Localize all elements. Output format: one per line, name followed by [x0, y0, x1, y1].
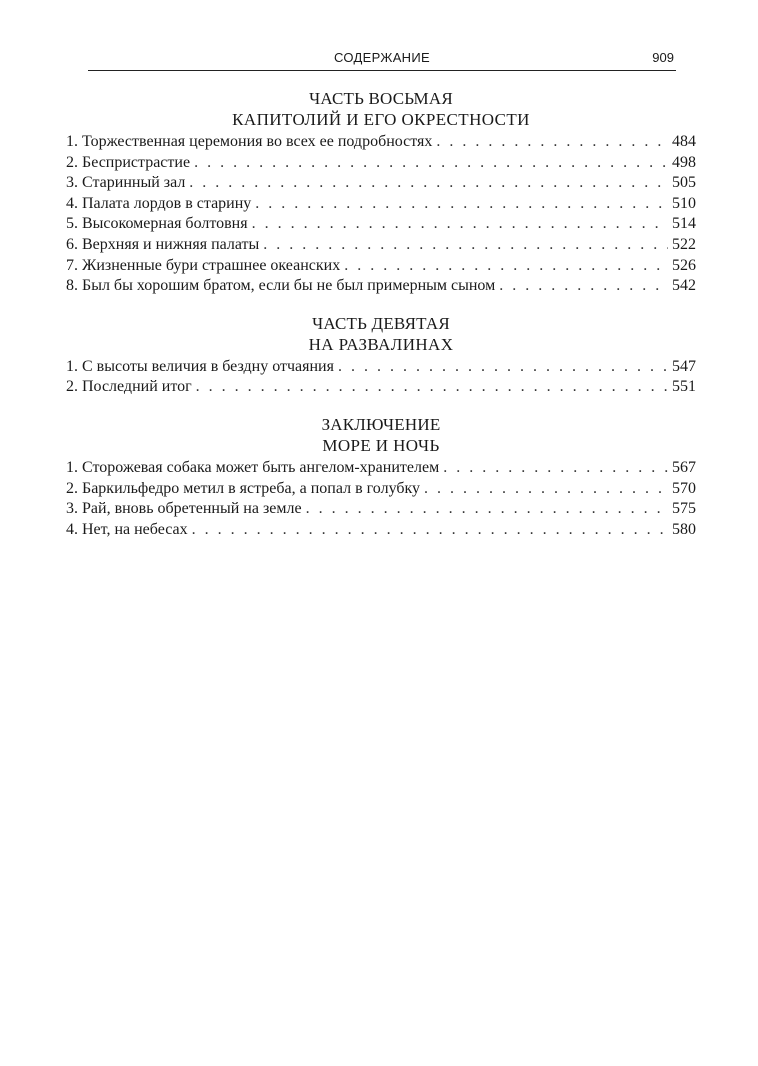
- toc-entry-page: 567: [672, 458, 696, 476]
- section-spacer: [66, 297, 696, 313]
- toc-entry[interactable]: [66, 256, 696, 277]
- toc-entry[interactable]: [66, 153, 696, 174]
- toc-entry-title: 6. Верхняя и нижняя палаты: [66, 235, 260, 253]
- section-heading: ЗАКЛЮЧЕНИЕ: [321, 414, 441, 434]
- dot-leader: [196, 377, 668, 398]
- toc-entry-title: 4. Палата лордов в старину: [66, 194, 252, 212]
- dot-leader: [194, 153, 668, 174]
- toc-entry-page: 542: [672, 277, 696, 295]
- dot-leader: [252, 214, 668, 235]
- toc-entry-title: 7. Жизненные бури страшнее океанских: [66, 256, 341, 274]
- toc-entry-title: 1. Торжественная церемония во всех ее подробностях: [66, 133, 433, 150]
- toc-entry-title: 5. Высокомерная болтовня: [66, 215, 248, 233]
- toc-entry-page: 575: [672, 500, 696, 518]
- toc-entry[interactable]: [66, 499, 696, 520]
- toc-entry-page: 570: [672, 479, 696, 497]
- section-spacer: [66, 398, 696, 414]
- toc-entry-page: 551: [672, 378, 696, 396]
- dot-leader: [338, 357, 668, 378]
- toc-entry-title: 2. Баркильфедро метил в ястреба, а попал в голубку: [66, 479, 421, 497]
- toc-entry[interactable]: [66, 377, 696, 398]
- toc-entry-page: 498: [672, 153, 696, 171]
- dot-leader: [192, 520, 668, 541]
- toc-entry-page: 526: [672, 256, 696, 274]
- toc-entry[interactable]: [66, 214, 696, 235]
- running-head: [88, 46, 676, 71]
- toc-entry-title: 3. Старинный зал: [66, 174, 186, 192]
- toc-entry-page: 522: [672, 235, 696, 253]
- toc-entry-title: 1. С высоты величия в бездну отчаяния: [66, 357, 334, 375]
- dot-leader: [424, 479, 668, 500]
- toc-entry-title: 3. Рай, вновь обретенный на земле: [66, 500, 302, 518]
- section-heading: ЧАСТЬ ДЕВЯТАЯ: [312, 313, 450, 333]
- toc-entry-title: 4. Нет, на небесах: [66, 520, 188, 538]
- toc-section-part-nine: [66, 313, 696, 398]
- toc-entry[interactable]: [66, 173, 696, 194]
- toc-entry[interactable]: [66, 458, 696, 479]
- toc-entry[interactable]: [66, 276, 696, 297]
- toc-entry-page: 484: [672, 133, 696, 150]
- table-of-contents: [66, 88, 696, 540]
- toc-section-part-eight: [66, 88, 696, 297]
- dot-leader: [344, 256, 668, 277]
- toc-entry[interactable]: [66, 479, 696, 500]
- running-title: СОДЕРЖАНИЕ: [333, 50, 430, 65]
- toc-entry-page: 580: [672, 520, 696, 538]
- dot-leader: [255, 194, 668, 215]
- toc-section-conclusion: [66, 414, 696, 540]
- toc-entry-page: 505: [672, 174, 696, 192]
- toc-entry[interactable]: [66, 235, 696, 256]
- toc-entry-page: 514: [672, 215, 696, 233]
- section-subtitle: МОРЕ И НОЧЬ: [322, 435, 440, 455]
- toc-entry-title: 1. Сторожевая собака может быть ангелом-хранителем: [66, 458, 440, 476]
- dot-leader: [263, 235, 668, 256]
- dot-leader: [443, 458, 668, 479]
- toc-entry-title: 8. Был бы хорошим братом, если бы не был примерным сыном: [66, 277, 496, 295]
- toc-entry[interactable]: [66, 132, 696, 153]
- dot-leader: [436, 132, 668, 153]
- toc-entry[interactable]: [66, 194, 696, 215]
- toc-entry-page: 510: [672, 194, 696, 212]
- toc-entry-page: 547: [672, 357, 696, 375]
- section-subtitle: НА РАЗВАЛИНАХ: [308, 334, 454, 354]
- dot-leader: [189, 173, 668, 194]
- toc-entry-title: 2. Беспристрастие: [66, 153, 191, 171]
- toc-entry[interactable]: [66, 357, 696, 378]
- dot-leader: [306, 499, 668, 520]
- section-heading: ЧАСТЬ ВОСЬМАЯ: [309, 89, 453, 108]
- section-subtitle: КАПИТОЛИЙ И ЕГО ОКРЕСТНОСТИ: [232, 110, 530, 129]
- page-number: 909: [652, 50, 674, 65]
- toc-entry-title: 2. Последний итог: [66, 378, 192, 396]
- toc-entry[interactable]: [66, 520, 696, 541]
- dot-leader: [499, 276, 668, 297]
